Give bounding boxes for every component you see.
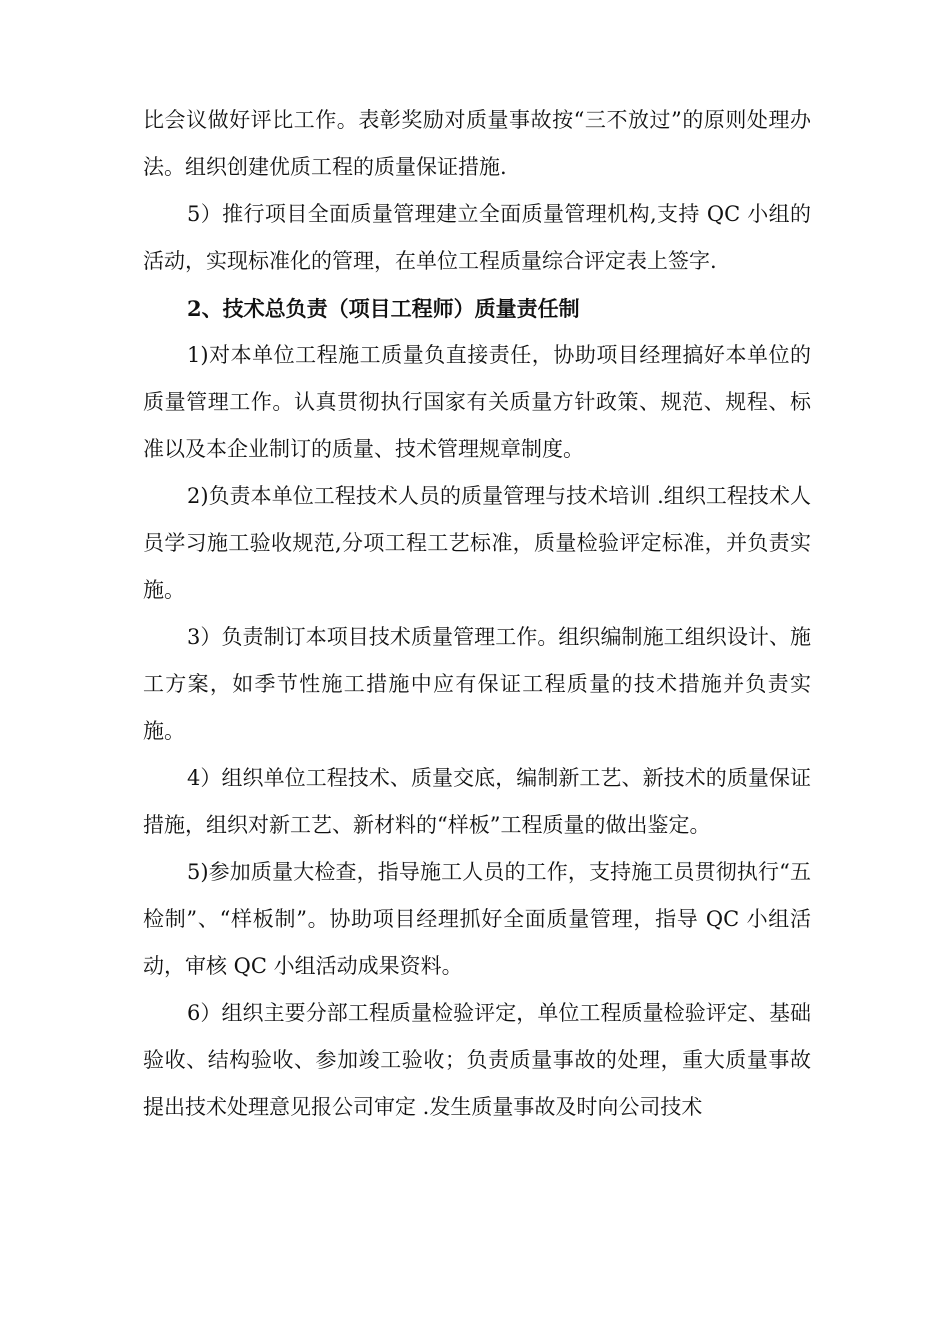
paragraph-item-5b: 5)参加质量大检查，指导施工人员的工作，支持施工员贯彻执行“五检制”、“样板制”。协助项目经理抓好全面质量管理，指导 QC 小组活动，审核 QC 小组活动成果资料。 [143, 860, 811, 978]
paragraph-item-5: 5）推行项目全面质量管理建立全面质量管理机构,支持 QC 小组的活动，实现标准化的管理，在单位工程质量综合评定表上签字. [143, 202, 811, 273]
paragraph-item-6: 6）组织主要分部工程质量检验评定，单位工程质量检验评定、基础验收、结构验收、参加竣工验收；负责质量事故的处理，重大质量事故提出技术处理意见报公司审定 .发生质量事故及时向公司技术 [143, 1001, 811, 1119]
paragraph-item-1: 1)对本单位工程施工质量负直接责任，协助项目经理搞好本单位的质量管理工作。认真贯彻执行国家有关质量方针政策、规范、规程、标准以及本企业制订的质量、技术管理规章制度。 [143, 343, 811, 461]
paragraph-item-3: 3）负责制订本项目技术质量管理工作。组织编制施工组织设计、施工方案，如季节性施工措施中应有保证工程质量的技术措施并负责实施。 [143, 625, 811, 743]
paragraph-continuation: 比会议做好评比工作。表彰奖励对质量事故按“三不放过”的原则处理办法。组织创建优质工程的质量保证措施. [143, 108, 811, 179]
paragraph-item-4: 4）组织单位工程技术、质量交底，编制新工艺、新技术的质量保证措施，组织对新工艺、新材料的“样板”工程质量的做出鉴定。 [143, 766, 811, 837]
paragraph-item-2: 2)负责本单位工程技术人员的质量管理与技术培训 .组织工程技术人员学习施工验收规范,分项工程工艺标准，质量检验评定标准，并负责实施。 [143, 484, 811, 602]
section-heading: 2、技术总负责（项目工程师）质量责任制 [187, 296, 580, 321]
document-body [143, 97, 811, 1131]
